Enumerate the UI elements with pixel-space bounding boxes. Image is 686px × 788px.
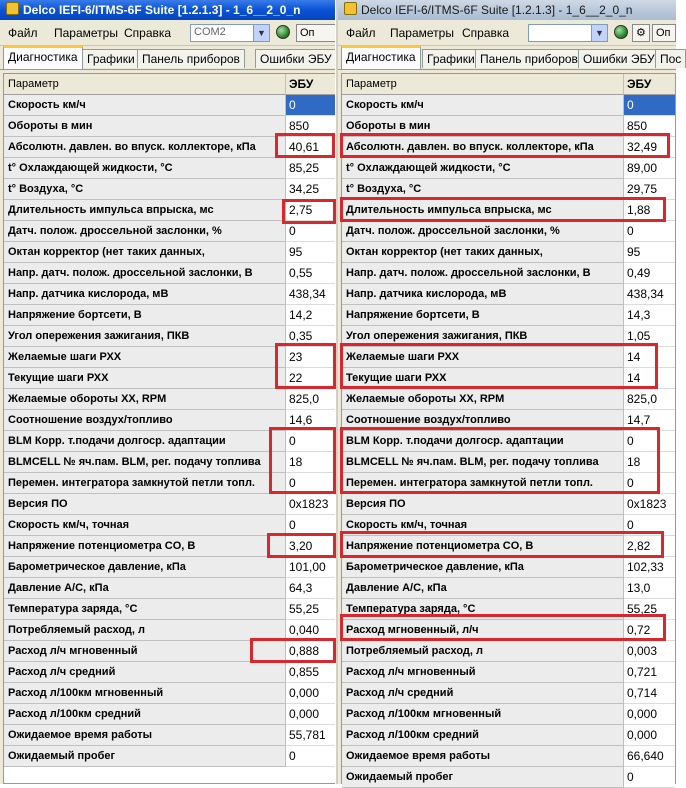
parameter-row[interactable] xyxy=(342,767,675,788)
chevron-down-icon[interactable]: ▼ xyxy=(591,25,607,41)
parameter-value[interactable]: 14 xyxy=(624,347,675,368)
parameter-value[interactable]: 0 xyxy=(624,515,675,536)
parameter-value[interactable]: 89,00 xyxy=(624,158,675,179)
parameter-value[interactable]: 95 xyxy=(286,242,335,263)
parameter-row[interactable] xyxy=(342,95,675,116)
column-header-ecu[interactable]: ЭБУ xyxy=(286,74,335,95)
parameter-value[interactable]: 0 xyxy=(624,95,675,116)
parameter-name: Температура заряда, °C xyxy=(4,599,286,620)
parameter-value[interactable]: 0 xyxy=(624,767,675,788)
parameter-row[interactable] xyxy=(342,452,675,473)
left-parameter-grid[interactable] xyxy=(3,73,336,784)
parameter-row[interactable] xyxy=(342,179,675,200)
parameter-value[interactable]: 438,34 xyxy=(286,284,335,305)
parameter-row[interactable] xyxy=(4,200,335,221)
parameter-row[interactable] xyxy=(342,704,675,725)
tab-diagnostics[interactable]: Диагностика xyxy=(3,46,83,69)
parameter-value[interactable]: 101,00 xyxy=(286,557,335,578)
parameter-row[interactable] xyxy=(4,305,335,326)
menu-parameters[interactable]: Параметры xyxy=(390,26,454,40)
parameter-name: Обороты в мин xyxy=(342,116,624,137)
parameter-row[interactable] xyxy=(342,137,675,158)
parameter-name: Скорость км/ч, точная xyxy=(4,515,286,536)
parameter-row[interactable] xyxy=(4,662,335,683)
left-menu-bar xyxy=(0,21,336,46)
parameter-name: Расход л/100км средний xyxy=(4,704,286,725)
column-header-ecu[interactable]: ЭБУ xyxy=(624,74,675,95)
parameter-row[interactable] xyxy=(4,242,335,263)
right-title-bar[interactable] xyxy=(338,0,676,20)
parameter-name: Расход л/ч средний xyxy=(342,683,624,704)
parameter-row[interactable] xyxy=(4,494,335,515)
parameter-name: Текущие шаги РХХ xyxy=(4,368,286,389)
parameter-row[interactable] xyxy=(342,347,675,368)
parameter-name: Скорость км/ч xyxy=(4,95,286,116)
parameter-name: Октан корректор (нет таких данных, xyxy=(342,242,624,263)
parameter-value[interactable]: 14,6 xyxy=(286,410,335,431)
parameter-name: Давление A/C, кПа xyxy=(4,578,286,599)
parameter-value[interactable]: 850 xyxy=(286,116,335,137)
parameter-value[interactable]: 29,75 xyxy=(624,179,675,200)
parameter-value[interactable]: 0,49 xyxy=(624,263,675,284)
menu-parameters[interactable]: Параметры xyxy=(54,26,118,40)
parameter-row[interactable] xyxy=(342,284,675,305)
parameter-name: BLM Корр. т.подачи долгоср. адаптации xyxy=(342,431,624,452)
left-app-window xyxy=(0,0,336,784)
parameter-value[interactable]: 438,34 xyxy=(624,284,675,305)
parameter-value[interactable]: 66,640 xyxy=(624,746,675,767)
parameter-value[interactable]: 13,0 xyxy=(624,578,675,599)
parameter-row[interactable] xyxy=(342,410,675,431)
parameter-value[interactable]: 2,75 xyxy=(286,200,335,221)
menu-help[interactable]: Справка xyxy=(462,26,510,40)
parameter-value[interactable]: 0,000 xyxy=(624,704,675,725)
parameter-value[interactable]: 0,55 xyxy=(286,263,335,284)
menu-help[interactable]: Справка xyxy=(124,26,172,40)
parameter-row[interactable] xyxy=(4,704,335,725)
parameter-row[interactable] xyxy=(4,389,335,410)
parameter-name: Расход мгновенный, л/ч xyxy=(342,620,624,641)
parameter-value[interactable]: 55,25 xyxy=(286,599,335,620)
parameter-name: Желаемые шаги РХХ xyxy=(342,347,624,368)
parameter-name: Потребляемый расход, л xyxy=(4,620,286,641)
left-toolbar-button[interactable]: Оп xyxy=(296,24,336,42)
tab-more[interactable]: Пос xyxy=(655,49,686,68)
right-window-title: Delco IEFI-6/ITMS-6F Suite [1.2.1.3] - 1_6__2_0_n xyxy=(361,3,633,17)
parameter-name: Расход л/100км мгновенный xyxy=(4,683,286,704)
parameter-value[interactable]: 0,000 xyxy=(286,704,335,725)
parameter-value[interactable]: 0,855 xyxy=(286,662,335,683)
parameter-value[interactable]: 1,05 xyxy=(624,326,675,347)
parameter-value[interactable]: 14,3 xyxy=(624,305,675,326)
parameter-name: t° Охлаждающей жидкости, °C xyxy=(342,158,624,179)
parameter-name: Расход л/ч мгновенный xyxy=(342,662,624,683)
parameter-row[interactable] xyxy=(4,179,335,200)
parameter-row[interactable] xyxy=(342,746,675,767)
parameter-value[interactable]: 0 xyxy=(624,473,675,494)
parameter-value[interactable]: 0,714 xyxy=(624,683,675,704)
parameter-row[interactable] xyxy=(342,200,675,221)
parameter-name: Напр. датчика кислорода, мВ xyxy=(4,284,286,305)
app-icon xyxy=(344,2,357,15)
parameter-name: Желаемые обороты XX, RPM xyxy=(342,389,624,410)
parameter-value[interactable]: 0,000 xyxy=(286,683,335,704)
parameter-row[interactable] xyxy=(4,452,335,473)
parameter-row[interactable] xyxy=(342,305,675,326)
parameter-row[interactable] xyxy=(342,599,675,620)
parameter-value[interactable]: 0 xyxy=(286,95,335,116)
parameter-row[interactable] xyxy=(4,473,335,494)
parameter-row[interactable] xyxy=(342,725,675,746)
parameter-name: Желаемые шаги РХХ xyxy=(4,347,286,368)
parameter-row[interactable] xyxy=(4,284,335,305)
left-tab-strip xyxy=(0,46,336,70)
parameter-name: Угол опережения зажигания, ПКВ xyxy=(4,326,286,347)
connection-status-icon xyxy=(614,25,628,39)
left-port-select[interactable] xyxy=(190,24,270,42)
parameter-row[interactable] xyxy=(4,410,335,431)
parameter-row[interactable] xyxy=(342,158,675,179)
parameter-row[interactable] xyxy=(4,515,335,536)
parameter-row[interactable] xyxy=(4,221,335,242)
parameter-name: Абсолютн. давлен. во впуск. коллекторе, кПа xyxy=(4,137,286,158)
parameter-name: Длительность импульса впрыска, мс xyxy=(4,200,286,221)
parameter-value[interactable]: 850 xyxy=(624,116,675,137)
parameter-value[interactable]: 2,82 xyxy=(624,536,675,557)
parameter-name: Напряжение потенциометра CO, В xyxy=(342,536,624,557)
parameter-name: Барометрическое давление, кПа xyxy=(4,557,286,578)
parameter-name: BLMCELL № яч.пам. BLM, рег. подачу топлива xyxy=(4,452,286,473)
parameter-row[interactable] xyxy=(342,494,675,515)
right-tab-strip xyxy=(338,46,682,70)
tab-dashboard[interactable]: Панель приборов xyxy=(137,49,245,68)
left-window-title: Delco IEFI-6/ITMS-6F Suite [1.2.1.3] - 1_6__2_0_n xyxy=(23,3,301,17)
parameter-row[interactable] xyxy=(342,368,675,389)
parameter-name: Абсолютн. давлен. во впуск. коллекторе, кПа xyxy=(342,137,624,158)
tab-graphs[interactable]: Графики xyxy=(82,49,140,68)
parameter-name: Расход л/ч средний xyxy=(4,662,286,683)
parameter-row[interactable] xyxy=(342,578,675,599)
parameter-value[interactable]: 40,61 xyxy=(286,137,335,158)
parameter-value[interactable]: 14,7 xyxy=(624,410,675,431)
parameter-value[interactable]: 14,2 xyxy=(286,305,335,326)
parameter-value[interactable]: 95 xyxy=(624,242,675,263)
parameter-value[interactable]: 0,003 xyxy=(624,641,675,662)
parameter-row[interactable] xyxy=(342,683,675,704)
parameter-row[interactable] xyxy=(342,389,675,410)
parameter-row[interactable] xyxy=(342,536,675,557)
parameter-row[interactable] xyxy=(4,641,335,662)
parameter-name: t° Воздуха, °C xyxy=(342,179,624,200)
parameter-value[interactable]: 22 xyxy=(286,368,335,389)
parameter-name: Напр. датчика кислорода, мВ xyxy=(342,284,624,305)
parameter-name: Напр. датч. полож. дроссельной заслонки, В xyxy=(4,263,286,284)
parameter-name: Длительность импульса впрыска, мс xyxy=(342,200,624,221)
parameter-name: Скорость км/ч xyxy=(342,95,624,116)
grid-header-row xyxy=(4,74,335,95)
parameter-value[interactable]: 64,3 xyxy=(286,578,335,599)
parameter-name: Ожидаемое время работы xyxy=(4,725,286,746)
parameter-row[interactable] xyxy=(4,368,335,389)
parameter-value[interactable]: 85,25 xyxy=(286,158,335,179)
parameter-value[interactable]: 1,88 xyxy=(624,200,675,221)
parameter-row[interactable] xyxy=(342,641,675,662)
parameter-row[interactable] xyxy=(342,221,675,242)
parameter-row[interactable] xyxy=(342,116,675,137)
parameter-row[interactable] xyxy=(4,536,335,557)
parameter-row[interactable] xyxy=(4,263,335,284)
parameter-value[interactable]: 0,72 xyxy=(624,620,675,641)
parameter-row[interactable] xyxy=(342,326,675,347)
parameter-name: Обороты в мин xyxy=(4,116,286,137)
parameter-value[interactable]: 0,040 xyxy=(286,620,335,641)
parameter-name: Ожидаемый пробег xyxy=(342,767,624,788)
parameter-name: BLM Корр. т.подачи долгоср. адаптации xyxy=(4,431,286,452)
parameter-name: Перемен. интегратора замкнутой петли топл. xyxy=(342,473,624,494)
parameter-row[interactable] xyxy=(342,515,675,536)
parameter-value[interactable]: 55,25 xyxy=(624,599,675,620)
parameter-name: Потребляемый расход, л xyxy=(342,641,624,662)
parameter-value[interactable]: 55,781 xyxy=(286,725,335,746)
parameter-row[interactable] xyxy=(342,473,675,494)
parameter-value[interactable]: 18 xyxy=(286,452,335,473)
right-port-select[interactable] xyxy=(528,24,608,42)
parameter-row[interactable] xyxy=(4,158,335,179)
right-toolbar-button[interactable]: Оп xyxy=(652,24,676,42)
parameter-row[interactable] xyxy=(4,347,335,368)
connection-status-icon xyxy=(276,25,290,39)
parameter-row[interactable] xyxy=(4,557,335,578)
parameter-value[interactable]: 0x1823 xyxy=(286,494,335,515)
parameter-row[interactable] xyxy=(4,326,335,347)
parameter-name: Угол опережения зажигания, ПКВ xyxy=(342,326,624,347)
parameter-value[interactable]: 825,0 xyxy=(286,389,335,410)
right-menu-bar xyxy=(338,21,676,46)
parameter-name: Датч. полож. дроссельной заслонки, % xyxy=(4,221,286,242)
tab-diagnostics[interactable]: Диагностика xyxy=(341,46,421,69)
parameter-name: t° Охлаждающей жидкости, °C xyxy=(4,158,286,179)
parameter-value[interactable]: 0 xyxy=(286,515,335,536)
tab-dashboard[interactable]: Панель приборов xyxy=(475,49,583,68)
parameter-name: Температура заряда, °C xyxy=(342,599,624,620)
parameter-name: Версия ПО xyxy=(4,494,286,515)
parameter-value[interactable]: 23 xyxy=(286,347,335,368)
parameter-row[interactable] xyxy=(4,599,335,620)
parameter-row[interactable] xyxy=(4,683,335,704)
parameter-value[interactable]: 0 xyxy=(624,221,675,242)
right-app-window xyxy=(338,0,682,784)
parameter-value[interactable]: 32,49 xyxy=(624,137,675,158)
parameter-value[interactable]: 3,20 xyxy=(286,536,335,557)
parameter-value[interactable]: 825,0 xyxy=(624,389,675,410)
parameter-name: Октан корректор (нет таких данных, xyxy=(4,242,286,263)
parameter-row[interactable] xyxy=(342,557,675,578)
tab-ecu-errors[interactable]: Ошибки ЭБУ xyxy=(255,49,337,68)
parameter-name: Расход л/100км мгновенный xyxy=(342,704,624,725)
chevron-down-icon[interactable]: ▼ xyxy=(253,25,269,41)
parameter-name: Текущие шаги РХХ xyxy=(342,368,624,389)
tab-ecu-errors[interactable]: Ошибки ЭБУ xyxy=(578,49,660,68)
parameter-row[interactable] xyxy=(4,746,335,767)
parameter-value[interactable]: 34,25 xyxy=(286,179,335,200)
parameter-row[interactable] xyxy=(4,620,335,641)
app-icon xyxy=(6,2,19,15)
parameter-name: Соотношение воздух/топливо xyxy=(342,410,624,431)
parameter-value[interactable]: 18 xyxy=(624,452,675,473)
parameter-row[interactable] xyxy=(342,620,675,641)
parameter-name: Давление A/C, кПа xyxy=(342,578,624,599)
parameter-value[interactable]: 14 xyxy=(624,368,675,389)
parameter-value[interactable]: 0 xyxy=(286,746,335,767)
menu-file[interactable]: Файл xyxy=(346,26,376,40)
parameter-row[interactable] xyxy=(4,431,335,452)
parameter-row[interactable] xyxy=(4,116,335,137)
parameter-value[interactable]: 0 xyxy=(624,431,675,452)
parameter-value[interactable]: 0,35 xyxy=(286,326,335,347)
parameter-row[interactable] xyxy=(4,578,335,599)
grid-header-row xyxy=(342,74,675,95)
tab-graphs[interactable]: Графики xyxy=(422,49,480,68)
parameter-row[interactable] xyxy=(342,662,675,683)
parameter-value[interactable]: 0 xyxy=(286,473,335,494)
parameter-name: t° Воздуха, °C xyxy=(4,179,286,200)
parameter-row[interactable] xyxy=(4,137,335,158)
parameter-name: Напряжение бортсети, В xyxy=(4,305,286,326)
parameter-value[interactable]: 0,000 xyxy=(624,725,675,746)
parameter-name: BLMCELL № яч.пам. BLM, рег. подачу топлива xyxy=(342,452,624,473)
parameter-name: Расход л/100км средний xyxy=(342,725,624,746)
parameter-value[interactable]: 0 xyxy=(286,431,335,452)
parameter-name: Ожидаемый пробег xyxy=(4,746,286,767)
menu-file[interactable]: Файл xyxy=(8,26,38,40)
parameter-name: Расход л/ч мгновенный xyxy=(4,641,286,662)
parameter-name: Желаемые обороты XX, RPM xyxy=(4,389,286,410)
column-header-parameter[interactable]: Параметр xyxy=(4,74,286,95)
right-parameter-grid[interactable] xyxy=(341,73,676,784)
parameter-name: Перемен. интегратора замкнутой петли топл. xyxy=(4,473,286,494)
parameter-value[interactable]: 0x1823 xyxy=(624,494,675,515)
parameter-value[interactable]: 0,721 xyxy=(624,662,675,683)
parameter-value[interactable]: 0 xyxy=(286,221,335,242)
parameter-value[interactable]: 0,888 xyxy=(286,641,335,662)
parameter-name: Версия ПО xyxy=(342,494,624,515)
parameter-name: Напр. датч. полож. дроссельной заслонки, В xyxy=(342,263,624,284)
parameter-row[interactable] xyxy=(342,431,675,452)
port-value: COM2 xyxy=(194,26,226,38)
parameter-name: Барометрическое давление, кПа xyxy=(342,557,624,578)
settings-icon[interactable]: ⚙ xyxy=(632,24,650,42)
parameter-row[interactable] xyxy=(342,263,675,284)
parameter-name: Напряжение бортсети, В xyxy=(342,305,624,326)
parameter-name: Датч. полож. дроссельной заслонки, % xyxy=(342,221,624,242)
parameter-name: Ожидаемое время работы xyxy=(342,746,624,767)
parameter-value[interactable]: 102,33 xyxy=(624,557,675,578)
parameter-row[interactable] xyxy=(4,95,335,116)
parameter-name: Скорость км/ч, точная xyxy=(342,515,624,536)
left-title-bar[interactable] xyxy=(0,0,336,20)
parameter-row[interactable] xyxy=(342,242,675,263)
parameter-name: Напряжение потенциометра CO, В xyxy=(4,536,286,557)
column-header-parameter[interactable]: Параметр xyxy=(342,74,624,95)
parameter-name: Соотношение воздух/топливо xyxy=(4,410,286,431)
parameter-row[interactable] xyxy=(4,725,335,746)
